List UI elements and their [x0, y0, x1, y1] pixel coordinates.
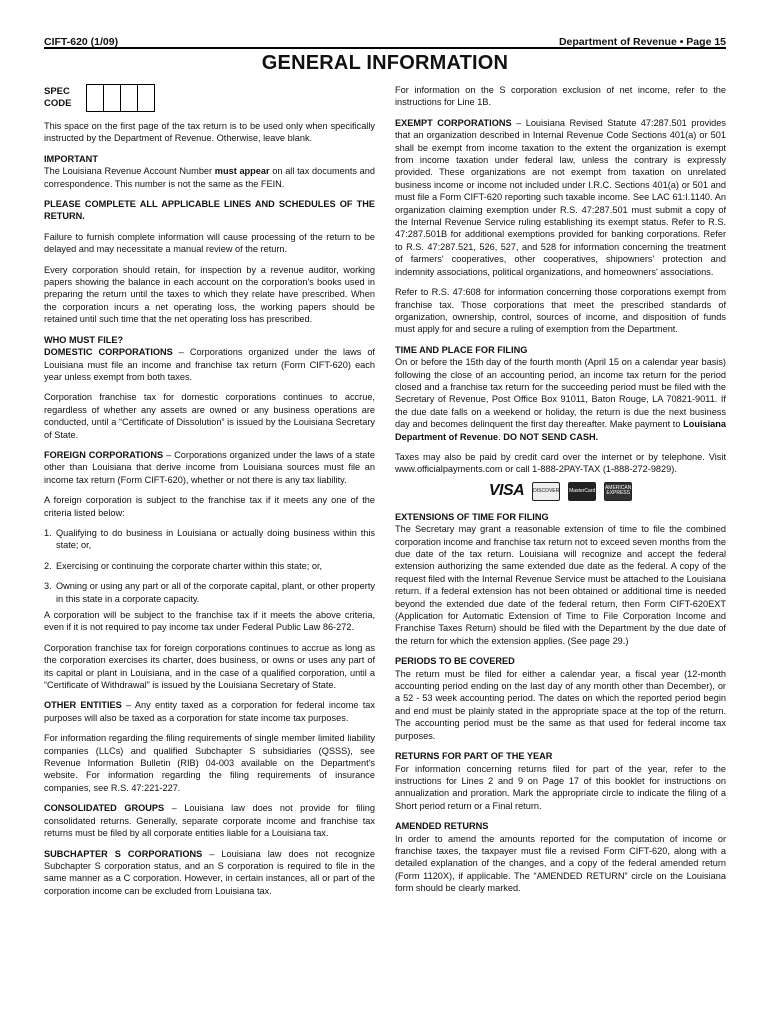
- right-column: [395, 84, 726, 903]
- amended-heading: AMENDED RETURNS: [395, 821, 489, 832]
- periods-text: The return must be filed for either a calendar year, a fiscal year (12-month accounting period ending on the last day of any month other than December), or a 52 - 53 week accounting period. The dates on which the reported period begin and end must be plainly stated in the appropriate space at the top of the return. The accounting period must be the same as that used for federal income tax purposes.: [395, 668, 726, 741]
- other-entities-text: OTHER ENTITIES – Any entity taxed as a corporation for federal income tax purposes will also be taxed as a corporation for state income tax purposes.: [44, 700, 375, 723]
- header-rule: [44, 47, 726, 49]
- time-place-heading: TIME AND PLACE FOR FILING: [395, 344, 528, 355]
- periods-heading: PERIODS TO BE COVERED: [395, 656, 515, 667]
- mastercard-logo: MasterCard: [568, 482, 596, 501]
- credit-card-text: Taxes may also be paid by credit card over the internet or by telephone. Visit www.officialpayments.com or call 1-888-2PAY-TAX (1-888-272-9829).: [395, 451, 726, 475]
- spec-instructions: This space on the first page of the tax return is to be used only when specifically instructed by the Department of Revenue. Otherwise, leave blank.: [44, 121, 375, 144]
- domestic-franchise-text: Corporation franchise tax for domestic corporations continues to accrue, regardless of whether any assets are owned or any business operations are conducted, until a “Certificate of Dissolution” is issued by the Louisiana Secretary of State.: [44, 392, 375, 440]
- form-id: CIFT-620 (1/09): [44, 36, 119, 48]
- spec-code-label: SPEC CODE: [44, 86, 72, 109]
- spec-box: [138, 85, 154, 111]
- important-heading: IMPORTANT: [44, 153, 98, 164]
- domestic-text: DOMESTIC CORPORATIONS – Corporations organized under the laws of Louisiana must file an income and franchise tax return (Form CIFT-620) each year unless exempt from both taxes.: [44, 347, 375, 382]
- part-year-heading: RETURNS FOR PART OF THE YEAR: [395, 751, 553, 762]
- amex-logo: AMERICAN EXPRESS: [604, 482, 632, 501]
- who-must-file-heading: WHO MUST FILE?: [44, 334, 124, 345]
- llc-text: For information regarding the filing requirements of single member limited liability companies (LLCs) and qualified Subchapter S subsidiaries (QSSS), see Revenue Information Bulletin (RIB) 04-003 available on the Department's website. For information regarding the filing requirements of insurance companies, see R.S. 47:221-227.: [44, 733, 375, 793]
- important-text: The Louisiana Revenue Account Number must appear on all tax documents and correspondence. This number is not the same as the FEIN.: [44, 166, 375, 189]
- spec-code-boxes: [86, 84, 155, 112]
- page-info: Department of Revenue • Page 15: [558, 36, 726, 48]
- subchapter-s-text: SUBCHAPTER S CORPORATIONS – Louisiana law does not recognize Subchapter S corporation status, and an S corporation is required to file in the same manner as a C corporation. However, in certain instances, all or part of the corporation income can be excluded from Louisiana tax.: [44, 848, 376, 896]
- spec-code-area: [44, 84, 375, 112]
- spec-box: [87, 85, 104, 111]
- franchise-exempt-text: Refer to R.S. 47:608 for information concerning those corporations exempt from franchise tax. Those corporations that meet the prescribed standards of organization, ownership, control, sources of income, and disposition of funds must apply for and secure a ruling of exemption from the Department.: [395, 287, 726, 335]
- time-place-text: On or before the 15th day of the fourth month (April 15 on a calendar year basis) following the close of an accounting period, an income tax return for the period closed and a franchise tax return for the succeeding period must be filed with the Secretary of Revenue, Post Office Box 91011, Baton Rouge, LA 70821-9011. If the due date falls on a weekend or holiday, the return is due the next business day and becomes delinquent the first day thereafter. Make payment to Louisiana Department of Revenue. DO NOT SEND CASH.: [395, 357, 726, 442]
- complete-heading: PLEASE COMPLETE ALL APPLICABLE LINES AND SCHEDULES OF THE RETURN.: [44, 199, 375, 222]
- amended-text: In order to amend the amounts reported for the computation of income or franchise taxes, the taxpayer must file a revised Form CIFT-620, along with a detailed explanation of the changes, and a copy of the federal amended return (Form 1120X), if applicable. The “AMENDED RETURN” circle on the Louisiana form should be clearly marked.: [395, 833, 726, 894]
- s-corp-exclusion-text: For information on the S corporation exclusion of net income, refer to the instructions for Line 1B.: [395, 85, 726, 108]
- page-title: GENERAL INFORMATION: [261, 52, 509, 74]
- page-header: [44, 30, 726, 48]
- visa-logo: VISA: [488, 482, 525, 500]
- list-item: 1. Qualifying to do business in Louisiana or actually doing business within this state; or,: [44, 527, 375, 551]
- credit-card-logos: [395, 482, 726, 501]
- failure-text: Failure to furnish complete information will cause processing of the return to be delayed and may necessitate a manual review of the return.: [44, 231, 375, 255]
- discover-logo: DISCOVER: [532, 482, 560, 501]
- foreign-text: FOREIGN CORPORATIONS – Corporations organized under the laws of a state other than Louisiana that derive income from Louisiana sources must file an income tax return (Form CIFT-620), whether or not there is any tax liability.: [44, 449, 376, 485]
- consolidated-text: CONSOLIDATED GROUPS – Louisiana law does not provide for filing consolidated returns. Generally, separate corporate income and franchise tax returns must be filed by all corporate entities liable for a Louisiana tax.: [44, 803, 375, 839]
- left-column: [44, 84, 375, 905]
- foreign-criteria-intro: A foreign corporation is subject to the franchise tax if it meets any one of the criteria listed below:: [44, 495, 375, 518]
- extensions-heading: EXTENSIONS OF TIME FOR FILING: [395, 511, 549, 522]
- spec-box: [121, 85, 138, 111]
- retain-text: Every corporation should retain, for inspection by a revenue auditor, working papers showing the balance in each account on the corporation's books used in preparing the return until the taxes to which they relate have prescribed. When the corporation incurs a net operating loss, the working papers should be retained until such time that the net operating loss has prescribed.: [44, 264, 375, 325]
- extensions-text: The Secretary may grant a reasonable extension of time to file the combined corporation income and franchise tax return not to exceed seven months from the due date of the tax return. Louisiana will recognize and accept the federal extension authorizing the same extended due date as the federal. A copy of the request filed with the Internal Revenue Service must be attached to the Louisiana return. If a federal extension has not been obtained or additional time is needed beyond the extended due date of the federal return, then Form CIFT-620EXT (Application for Automatic Extension of Time to File Corporation Income and Franchise Taxes Return) should be filed with the Department by the due date of the return for which the extension applies. (See page 29.): [395, 524, 726, 646]
- exempt-text: EXEMPT CORPORATIONS – Louisiana Revised Statute 47:287.501 provides that an organization described in Internal Revenue Code Sections 401(a) or 501 shall be exempt from income taxation to the extent the organization is exempt from income taxation under federal law, unless the contrary is expressly provided. These organizations are not exempt from taxation on unrelated business income or income not included under I.R.C. Sections 401(a) or 501 and must file a Form CIFT-620 reporting such taxable income. See LAC 61:I.1140. An organization claiming exemption under R.S. 47:287.501 must submit a copy of the Internal Revenue Service ruling establishing its exempt status. Refer to R.S. 47:287.501B for additional exemptions provided for banking corporations. Refer to R.S. 47:287.521, 526, 527, and 528 for information concerning the treatment of farmers' cooperatives, other cooperatives, shipowners' protection and indemnity associations, political organizations, and homeowners' associations.: [395, 117, 726, 277]
- list-item: 3. Owning or using any part or all of the corporate capital, plant, or other property in this state in a corporate capacity.: [44, 581, 375, 604]
- foreign-franchise-text: Corporation franchise tax for foreign corporations continues to accrue as long as the corporation exercises its charter, does business, or owns or uses any part of its capital or plant in Louisiana, and in the case of a qualified corporation, until a “Certificate of Withdrawal” is issued by the Louisiana Secretary of State.: [44, 642, 375, 691]
- list-item: 2. Exercising or continuing the corporate charter within this state; or,: [44, 560, 323, 571]
- part-year-text: For information concerning returns filed for part of the year, refer to the instructions for Lines 2 and 9 on Page 17 of this booklet for instructions on annualization and proration. Mark the appropriate circle to indicate the filing of a Short period return or a Final return.: [395, 763, 726, 811]
- spec-box: [104, 85, 121, 111]
- public-law-text: A corporation will be subject to the franchise tax if it meets the above criteria, even if it is not required to pay income tax under Federal Public Law 86-272.: [44, 610, 375, 633]
